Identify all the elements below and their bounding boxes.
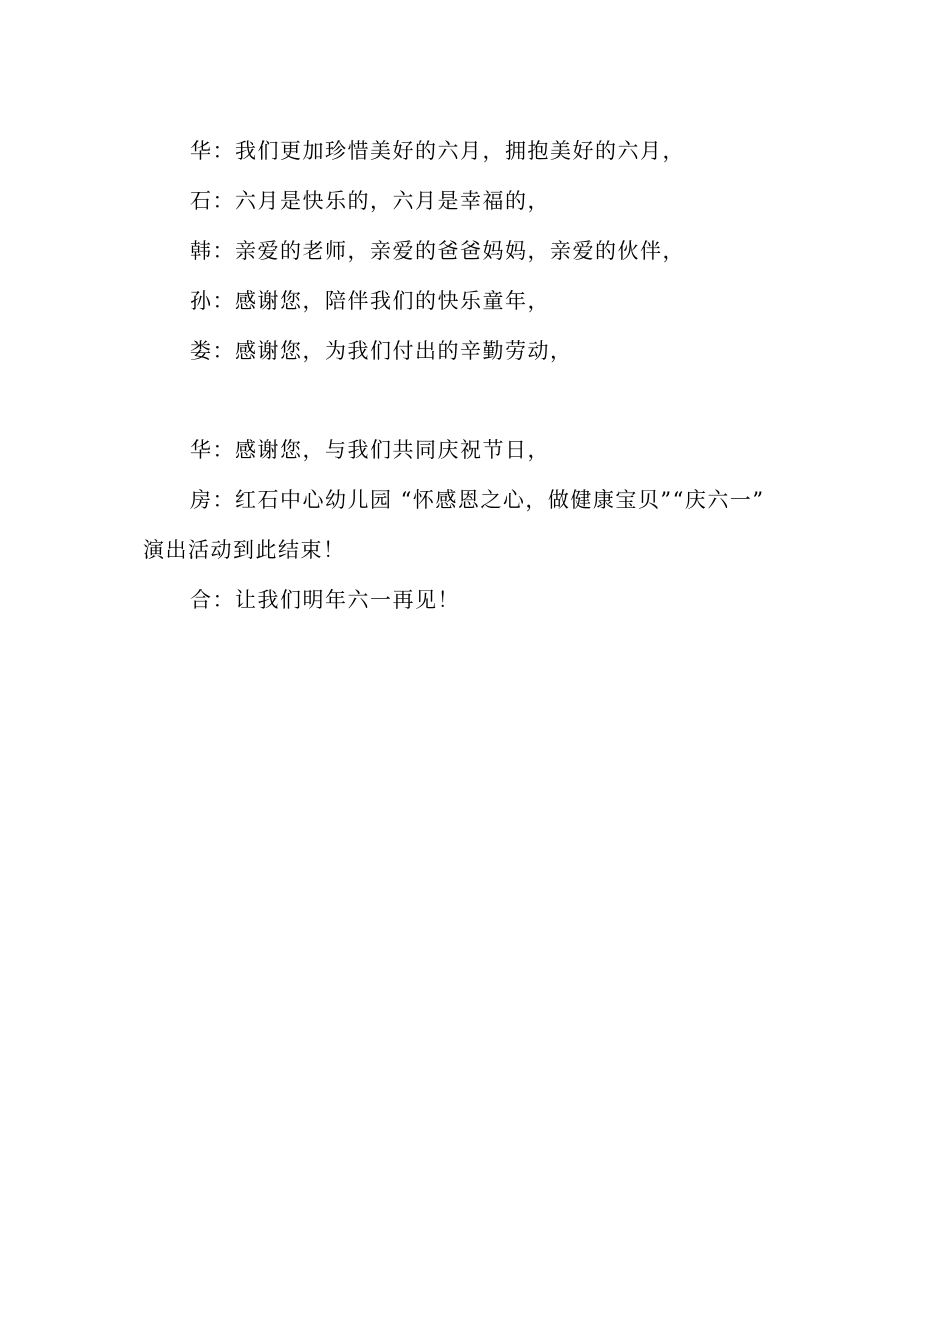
script-line-continuation	[143, 536, 346, 564]
script-line	[190, 486, 765, 514]
line-text: 红石中心幼儿园 “怀感恩之心，做健康宝贝”“庆六一”	[235, 488, 765, 512]
script-line	[190, 187, 550, 215]
speaker-name: 石	[190, 189, 213, 213]
script-line	[190, 436, 550, 464]
speaker-separator: ：	[212, 588, 235, 612]
speaker-name: 华	[190, 438, 213, 462]
speaker-name: 韩	[190, 239, 213, 263]
line-text: 亲爱的老师，亲爱的爸爸妈妈，亲爱的伙伴，	[235, 239, 685, 263]
speaker-name: 华	[190, 139, 213, 163]
speaker-separator: ：	[212, 239, 235, 263]
line-text: 让我们明年六一再见！	[235, 588, 460, 612]
line-text: 演出活动到此结束！	[143, 538, 346, 562]
script-line	[190, 137, 685, 165]
script-line	[190, 586, 460, 614]
speaker-name: 合	[190, 588, 213, 612]
script-line	[190, 237, 685, 265]
line-text: 感谢您，为我们付出的辛勤劳动，	[235, 339, 573, 363]
script-line	[190, 337, 573, 365]
line-text: 感谢您，陪伴我们的快乐童年，	[235, 289, 550, 313]
line-text: 感谢您，与我们共同庆祝节日，	[235, 438, 550, 462]
speaker-separator: ：	[212, 189, 235, 213]
speaker-separator: ：	[212, 438, 235, 462]
speaker-name: 孙	[190, 289, 213, 313]
speaker-separator: ：	[212, 339, 235, 363]
line-text: 我们更加珍惜美好的六月，拥抱美好的六月，	[235, 139, 685, 163]
speaker-separator: ：	[212, 289, 235, 313]
line-text: 六月是快乐的，六月是幸福的，	[235, 189, 550, 213]
speaker-name: 房	[190, 488, 213, 512]
script-line	[190, 287, 550, 315]
speaker-separator: ：	[212, 139, 235, 163]
speaker-separator: ：	[212, 488, 235, 512]
speaker-name: 娄	[190, 339, 213, 363]
